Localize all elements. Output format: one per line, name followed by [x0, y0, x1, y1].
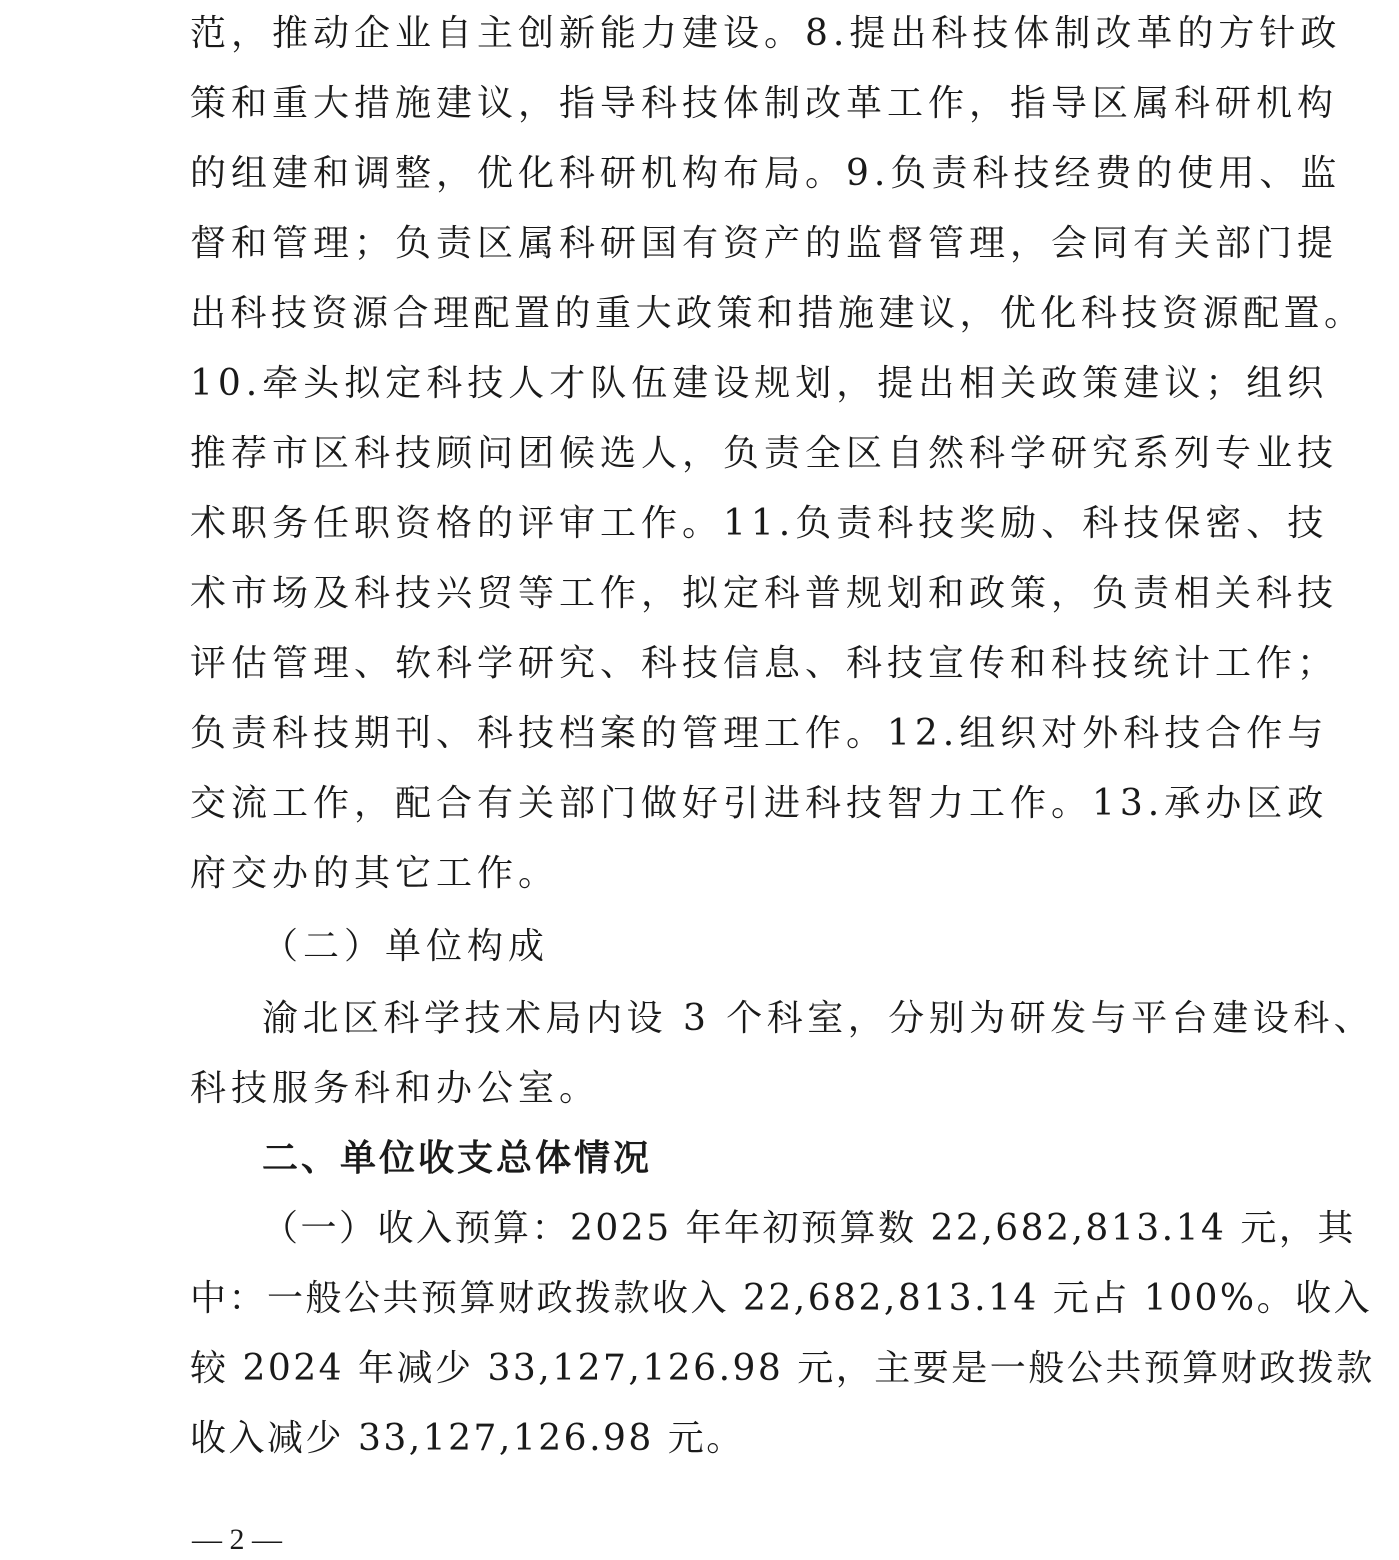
body-text-line: 策和重大措施建议，指导科技体制改革工作，指导区属科研机构 [190, 83, 1339, 124]
body-text-line: 术职务任职资格的评审工作。11.负责科技奖励、科技保密、技 [190, 503, 1329, 544]
page-number: — 2 — [192, 1523, 282, 1556]
body-text-line: 出科技资源合理配置的重大政策和措施建议，优化科技资源配置。 [190, 293, 1365, 334]
body-text-line: 府交办的其它工作。 [190, 853, 560, 894]
body-text-line: 督和管理；负责区属科研国有资产的监督管理，会同有关部门提 [190, 223, 1339, 264]
body-text-line: 负责科技期刊、科技档案的管理工作。12.组织对外科技合作与 [190, 713, 1329, 754]
body-text-line: 推荐市区科技顾问团候选人，负责全区自然科学研究系列专业技 [190, 433, 1339, 474]
body-text-line: 评估管理、软科学研究、科技信息、科技宣传和科技统计工作； [190, 643, 1339, 684]
section-heading-unit-composition: （二）单位构成 [262, 926, 550, 967]
section-heading-revenue-expenditure: 二、单位收支总体情况 [262, 1138, 653, 1179]
body-text-line: 收入减少 33,127,126.98 元。 [190, 1418, 745, 1459]
body-text-line: 较 2024 年减少 33,127,126.98 元，主要是一般公共预算财政拨款 [190, 1348, 1375, 1389]
body-text-line: （一）收入预算：2025 年年初预算数 22,682,813.14 元，其 [262, 1208, 1356, 1249]
body-text-line: 范，推动企业自主创新能力建设。8.提出科技体制改革的方针政 [190, 13, 1342, 54]
body-text-line: 中：一般公共预算财政拨款收入 22,682,813.14 元占 100%。收入 [190, 1278, 1373, 1319]
body-text-line: 渝北区科学技术局内设 3 个科室，分别为研发与平台建设科、 [262, 998, 1375, 1039]
body-text-line: 科技服务科和办公室。 [190, 1068, 601, 1109]
body-text-line: 术市场及科技兴贸等工作，拟定科普规划和政策，负责相关科技 [190, 573, 1339, 614]
body-text-line: 交流工作，配合有关部门做好引进科技智力工作。13.承办区政 [190, 783, 1329, 824]
body-text-line: 的组建和调整，优化科研机构布局。9.负责科技经费的使用、监 [190, 153, 1342, 194]
body-text-line: 10.牵头拟定科技人才队伍建设规划，提出相关政策建议；组织 [190, 363, 1329, 404]
